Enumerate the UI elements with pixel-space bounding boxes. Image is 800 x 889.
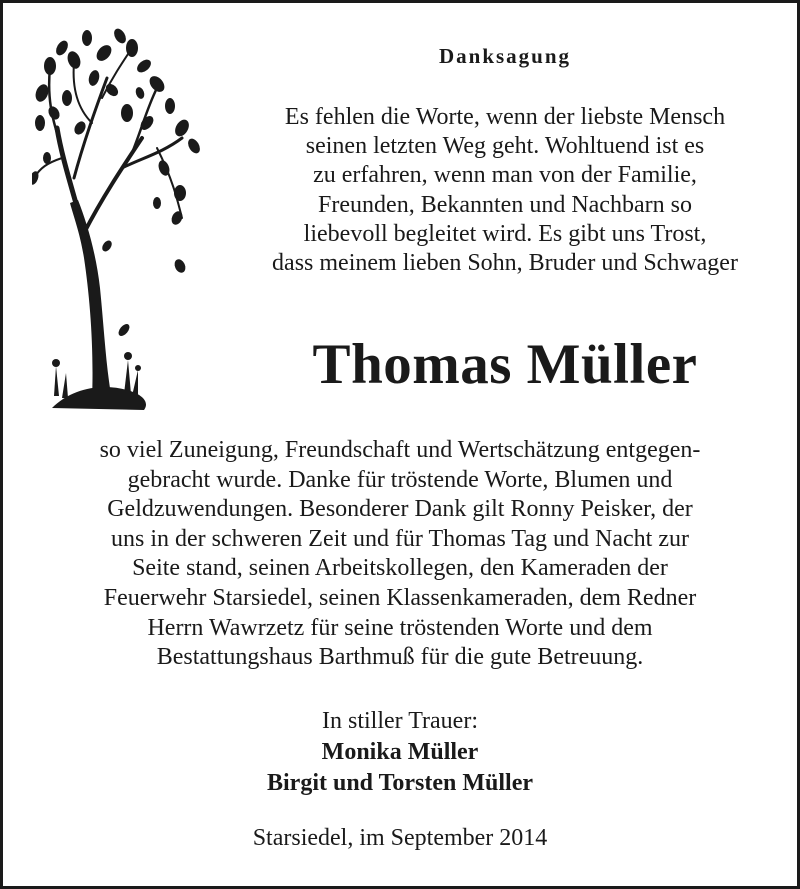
- body-line: Bestattungshaus Barthmuß für die gute Betreuung.: [156, 644, 644, 671]
- place-date: Starsiedel, im September 2014: [252, 825, 548, 851]
- intro-text: [210, 103, 800, 278]
- intro-line: seinen letzten Weg geht. Wohltuend ist es: [305, 133, 705, 160]
- signature-block: [0, 706, 800, 799]
- body-text: [0, 436, 800, 673]
- mourner-name: Birgit und Torsten Müller: [266, 770, 534, 796]
- intro-line: zu erfahren, wenn man von der Familie,: [313, 162, 697, 189]
- tree-icon: [32, 18, 202, 413]
- body-line: Herrn Wawrzetz für seine tröstenden Worte und dem: [147, 614, 653, 641]
- intro-line: Freunden, Bekannten und Nachbarn so: [318, 191, 692, 218]
- intro-line: liebevoll begleitet wird. Es gibt uns Trost,: [303, 220, 707, 247]
- heading-danksagung: Danksagung: [438, 44, 572, 68]
- body-line: gebracht wurde. Danke für tröstende Worte, Blumen und: [127, 466, 673, 493]
- body-line: Seite stand, seinen Arbeitskollegen, den Kameraden der: [132, 555, 668, 582]
- body-line: Geldzuwendungen. Besonderer Dank gilt Ronny Peisker, der: [107, 496, 693, 523]
- deceased-name: Thomas Müller: [312, 333, 698, 396]
- body-line: so viel Zuneigung, Freundschaft und Wertschätzung entgegen-: [99, 437, 701, 463]
- intro-line: Es fehlen die Worte, wenn der liebste Mensch: [284, 104, 726, 130]
- intro-line: dass meinem lieben Sohn, Bruder und Schwager: [272, 250, 738, 277]
- mourner-name: Monika Müller: [321, 739, 479, 765]
- body-line: uns in der schweren Zeit und für Thomas Tag und Nacht zur: [111, 525, 689, 552]
- body-line: Feuerwehr Starsiedel, seinen Klassenkameraden, dem Redner: [103, 584, 697, 611]
- mourning-label: In stiller Trauer:: [322, 708, 478, 734]
